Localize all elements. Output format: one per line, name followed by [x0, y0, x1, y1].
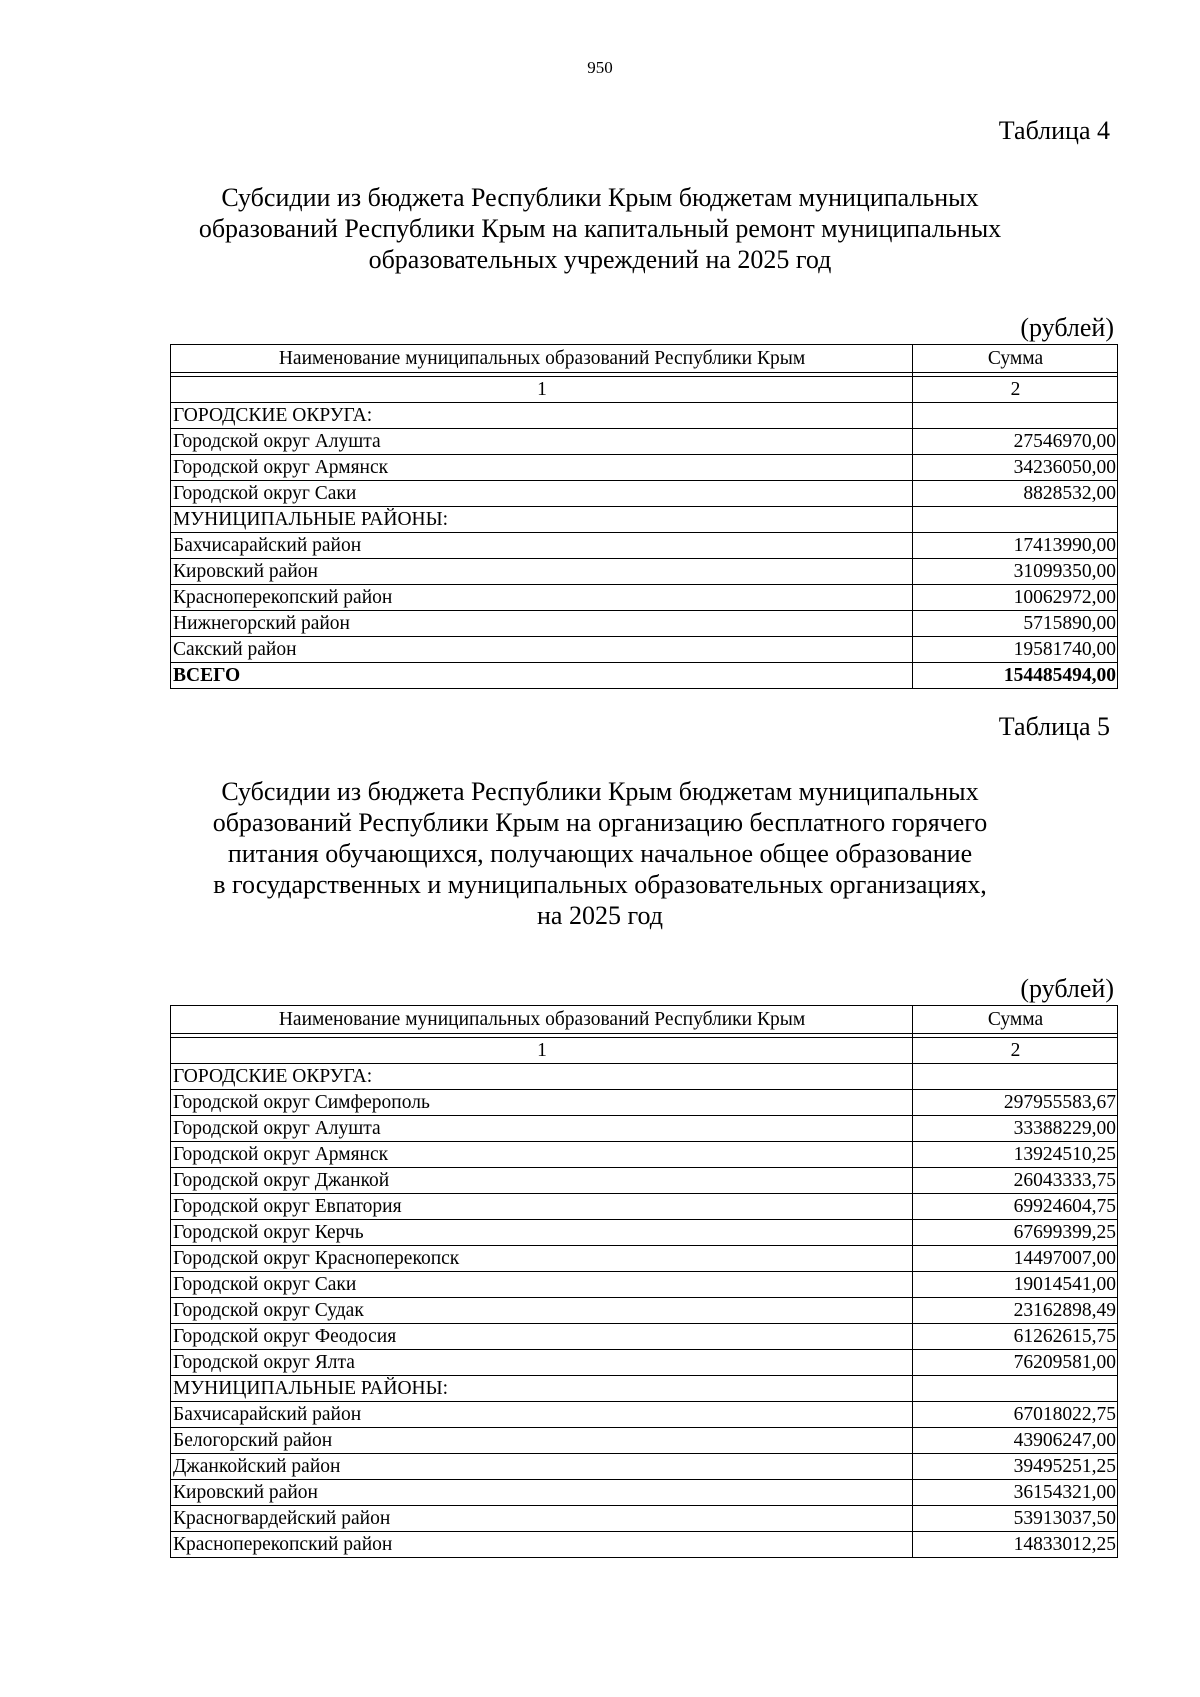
row-name: Городской округ Джанкой: [171, 1168, 913, 1194]
table5-label: Таблица 5: [998, 712, 1110, 741]
table4-title-line: образований Республики Крым на капитальный ремонт муниципальных: [198, 214, 1002, 243]
row-value: 14833012,25: [913, 1532, 1118, 1558]
page-number: 950: [587, 58, 613, 77]
row-name: Белогорский район: [171, 1428, 913, 1454]
table4-title-line: образовательных учреждений на 2025 год: [368, 245, 832, 274]
table-row: [171, 507, 1118, 533]
table5-title-line: в государственных и муниципальных образовательных организациях,: [213, 870, 987, 899]
row-value: 34236050,00: [913, 455, 1118, 481]
table-row: [171, 1532, 1118, 1558]
row-value: 14497007,00: [913, 1246, 1118, 1272]
table-row: [171, 585, 1118, 611]
table-row: [171, 1454, 1118, 1480]
table4-title-line: Субсидии из бюджета Республики Крым бюджетам муниципальных: [221, 183, 979, 212]
table-row: [171, 559, 1118, 585]
row-name: Городской округ Армянск: [171, 455, 913, 481]
column-number-1: 1: [171, 1038, 913, 1064]
table-row: [171, 637, 1118, 663]
row-value: [913, 507, 1118, 533]
row-value: 13924510,25: [913, 1142, 1118, 1168]
row-name: Кировский район: [171, 1480, 913, 1506]
table-row: [171, 1246, 1118, 1272]
row-value: 23162898,49: [913, 1298, 1118, 1324]
row-name: Городской округ Судак: [171, 1298, 913, 1324]
table-row: [171, 403, 1118, 429]
table5-number-row: [171, 1038, 1118, 1064]
row-value: 67699399,25: [913, 1220, 1118, 1246]
row-value: 36154321,00: [913, 1480, 1118, 1506]
row-value: 67018022,75: [913, 1402, 1118, 1428]
table-row: [171, 429, 1118, 455]
table5-body: [171, 1006, 1118, 1558]
row-value: 19581740,00: [913, 637, 1118, 663]
row-name: Городской округ Алушта: [171, 429, 913, 455]
row-value: 43906247,00: [913, 1428, 1118, 1454]
table4-number-row: [171, 377, 1118, 403]
table-row: [171, 1116, 1118, 1142]
row-value: [913, 1376, 1118, 1402]
row-value: 76209581,00: [913, 1350, 1118, 1376]
row-value: 39495251,25: [913, 1454, 1118, 1480]
table-row: [171, 1142, 1118, 1168]
total-label: ВСЕГО: [171, 663, 913, 689]
row-name: Красноперекопский район: [171, 585, 913, 611]
row-value: 53913037,50: [913, 1506, 1118, 1532]
row-name: Джанкойский район: [171, 1454, 913, 1480]
table-row: [171, 1298, 1118, 1324]
total-row: [171, 663, 1118, 689]
table-row: [171, 533, 1118, 559]
row-value: 26043333,75: [913, 1168, 1118, 1194]
table-row: [171, 1090, 1118, 1116]
header-name: Наименование муниципальных образований Республики Крым: [171, 1006, 913, 1034]
row-name: Сакский район: [171, 637, 913, 663]
row-name: Городской округ Саки: [171, 481, 913, 507]
row-value: 27546970,00: [913, 429, 1118, 455]
table5-title-line: питания обучающихся, получающих начальное общее образование: [227, 839, 973, 868]
table-row: [171, 1220, 1118, 1246]
table4: [170, 344, 1118, 689]
table4-label: Таблица 4: [998, 116, 1110, 145]
row-name: ГОРОДСКИЕ ОКРУГА:: [171, 1064, 913, 1090]
table-row: [171, 455, 1118, 481]
table4-title: [150, 182, 1050, 275]
column-number-2: 2: [913, 1038, 1118, 1064]
table-row: [171, 1402, 1118, 1428]
row-value: [913, 1064, 1118, 1090]
table5-title-line: на 2025 год: [537, 901, 663, 930]
table-row: [171, 1064, 1118, 1090]
row-name: Красногвардейский район: [171, 1506, 913, 1532]
row-value: [913, 403, 1118, 429]
total-value: 154485494,00: [913, 663, 1118, 689]
row-name: Красноперекопский район: [171, 1532, 913, 1558]
row-name: Городской округ Феодосия: [171, 1324, 913, 1350]
table-row: [171, 1506, 1118, 1532]
row-name: Бахчисарайский район: [171, 533, 913, 559]
table5-title-line: Субсидии из бюджета Республики Крым бюджетам муниципальных: [221, 777, 979, 806]
row-value: 10062972,00: [913, 585, 1118, 611]
table4-units: (рублей): [1020, 313, 1114, 342]
table-row: [171, 1194, 1118, 1220]
row-value: 31099350,00: [913, 559, 1118, 585]
row-name: МУНИЦИПАЛЬНЫЕ РАЙОНЫ:: [171, 1376, 913, 1402]
row-name: Городской округ Армянск: [171, 1142, 913, 1168]
row-value: 297955583,67: [913, 1090, 1118, 1116]
row-name: Нижнегорский район: [171, 611, 913, 637]
table5-title: [150, 776, 1050, 931]
table-row: [171, 1350, 1118, 1376]
table-row: [171, 1272, 1118, 1298]
row-value: 69924604,75: [913, 1194, 1118, 1220]
column-number-1: 1: [171, 377, 913, 403]
row-value: 61262615,75: [913, 1324, 1118, 1350]
row-name: Городской округ Керчь: [171, 1220, 913, 1246]
row-value: 5715890,00: [913, 611, 1118, 637]
table5-header-row: [171, 1006, 1118, 1034]
table5: [170, 1005, 1118, 1558]
row-name: МУНИЦИПАЛЬНЫЕ РАЙОНЫ:: [171, 507, 913, 533]
table5-units: (рублей): [1020, 974, 1114, 1003]
row-name: Городской округ Евпатория: [171, 1194, 913, 1220]
table4-header-row: [171, 345, 1118, 373]
row-name: Городской округ Ялта: [171, 1350, 913, 1376]
row-name: ГОРОДСКИЕ ОКРУГА:: [171, 403, 913, 429]
row-name: Бахчисарайский район: [171, 1402, 913, 1428]
table-row: [171, 1376, 1118, 1402]
row-name: Городской округ Красноперекопск: [171, 1246, 913, 1272]
row-name: Городской округ Симферополь: [171, 1090, 913, 1116]
header-name: Наименование муниципальных образований Республики Крым: [171, 345, 913, 373]
header-sum: Сумма: [913, 1006, 1118, 1034]
column-number-2: 2: [913, 377, 1118, 403]
table-row: [171, 1324, 1118, 1350]
table-row: [171, 1480, 1118, 1506]
row-name: Городской округ Алушта: [171, 1116, 913, 1142]
row-name: Городской округ Саки: [171, 1272, 913, 1298]
header-sum: Сумма: [913, 345, 1118, 373]
table-row: [171, 1168, 1118, 1194]
table-row: [171, 1428, 1118, 1454]
row-value: 17413990,00: [913, 533, 1118, 559]
table4-body: [171, 345, 1118, 689]
table-row: [171, 611, 1118, 637]
row-value: 19014541,00: [913, 1272, 1118, 1298]
row-value: 33388229,00: [913, 1116, 1118, 1142]
table5-title-line: образований Республики Крым на организацию бесплатного горячего: [212, 808, 988, 837]
row-name: Кировский район: [171, 559, 913, 585]
table-row: [171, 481, 1118, 507]
row-value: 8828532,00: [913, 481, 1118, 507]
